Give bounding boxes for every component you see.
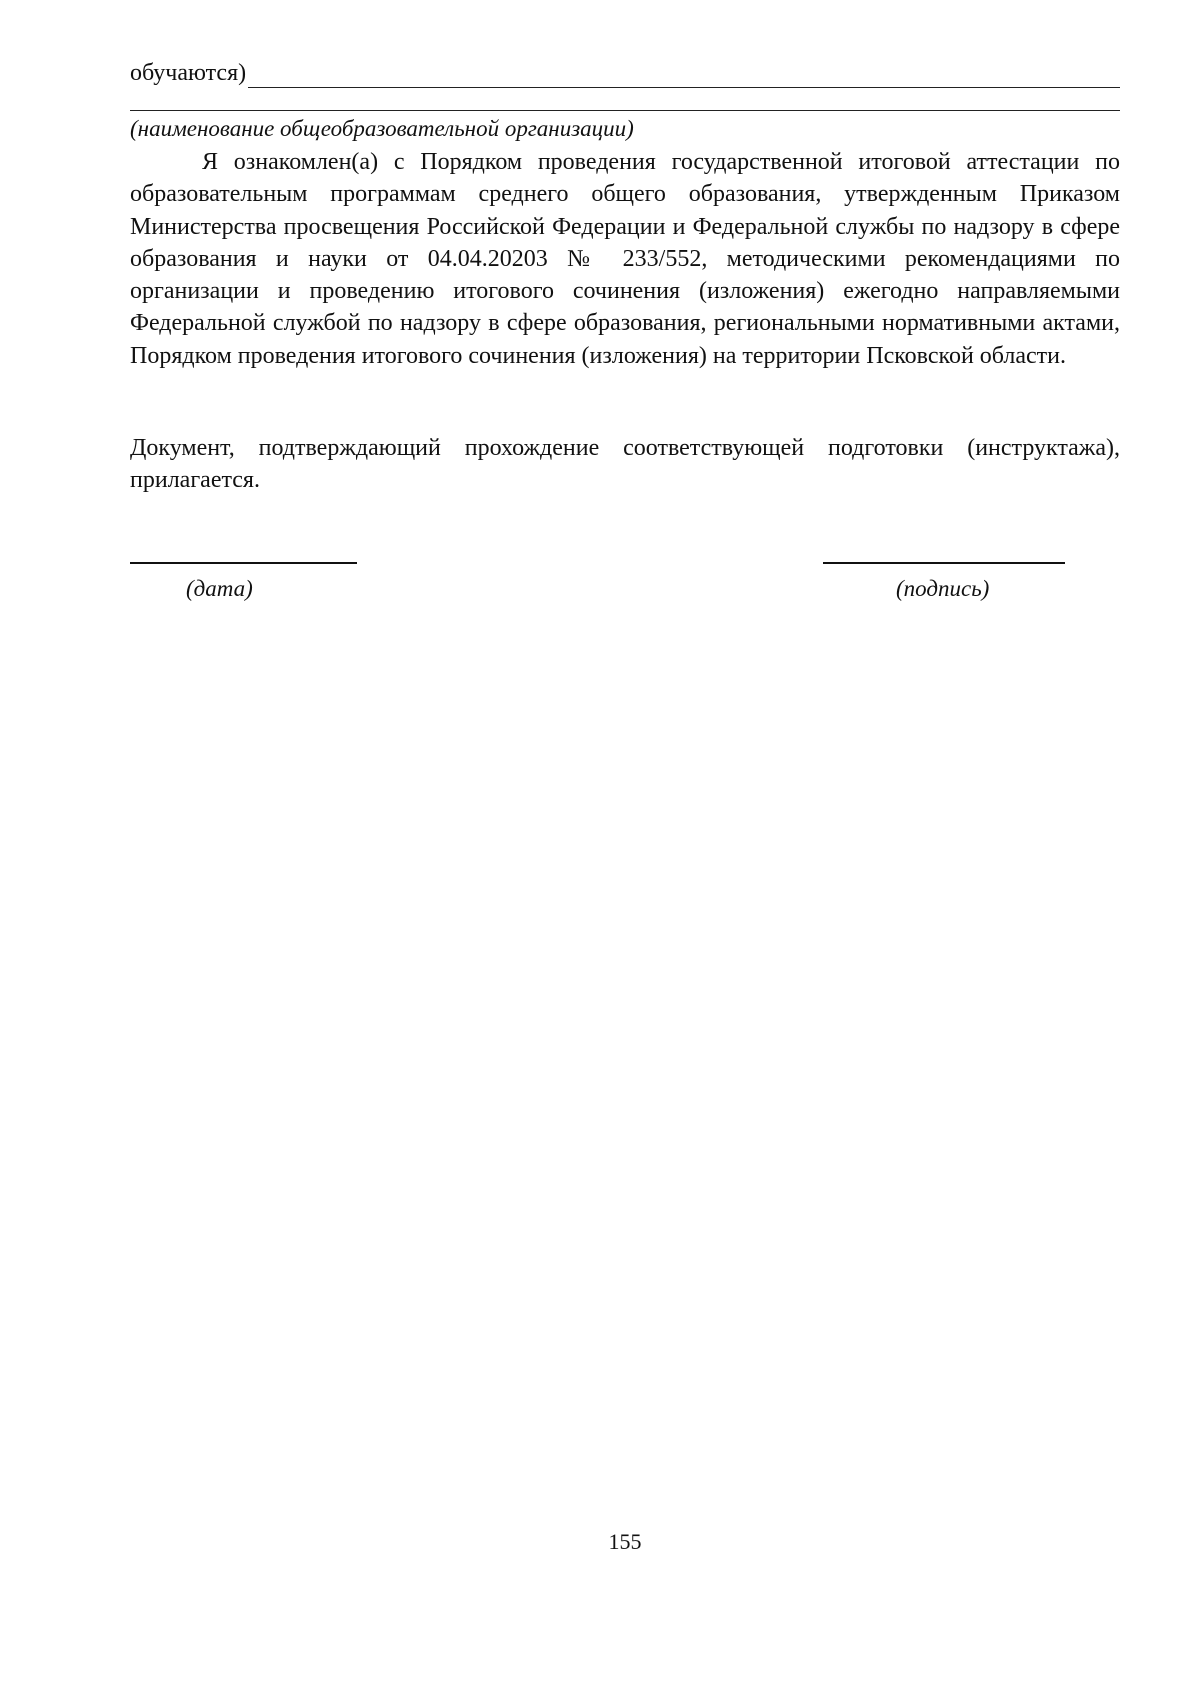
date-signature-line	[130, 562, 357, 564]
date-caption: (дата)	[186, 576, 253, 601]
acknowledgement-paragraph: Я ознакомлен(а) с Порядком проведения государственной итоговой аттестации по образовательным программам среднего общего образования, утвержденным Приказом Министерства просвещения Российской Федерации и Федеральной службы по надзору в сфере образования и науки от 04.04.20203 № 233/552, методическими рекомендациями по организации и проведению итогового сочинения (изложения) ежегодно направляемыми Федеральной службой по надзору в сфере образования, региональными нормативными актами, Порядком проведения итогового сочинения (изложения) на территории Псковской области.	[130, 149, 1120, 369]
attached-document-paragraph: Документ, подтверждающий прохождение соответствующей подготовки (инструктажа), прилагается.	[130, 435, 1120, 493]
organization-blank-line	[130, 110, 1120, 111]
page-number: 155	[608, 1529, 642, 1554]
students-label: обучаются)	[130, 60, 247, 86]
signature-line	[823, 562, 1065, 564]
organization-caption: (наименование общеобразовательной организации)	[130, 116, 634, 141]
students-fill-line	[248, 65, 1120, 88]
students-line	[130, 58, 1120, 88]
signature-caption: (подпись)	[896, 576, 990, 601]
